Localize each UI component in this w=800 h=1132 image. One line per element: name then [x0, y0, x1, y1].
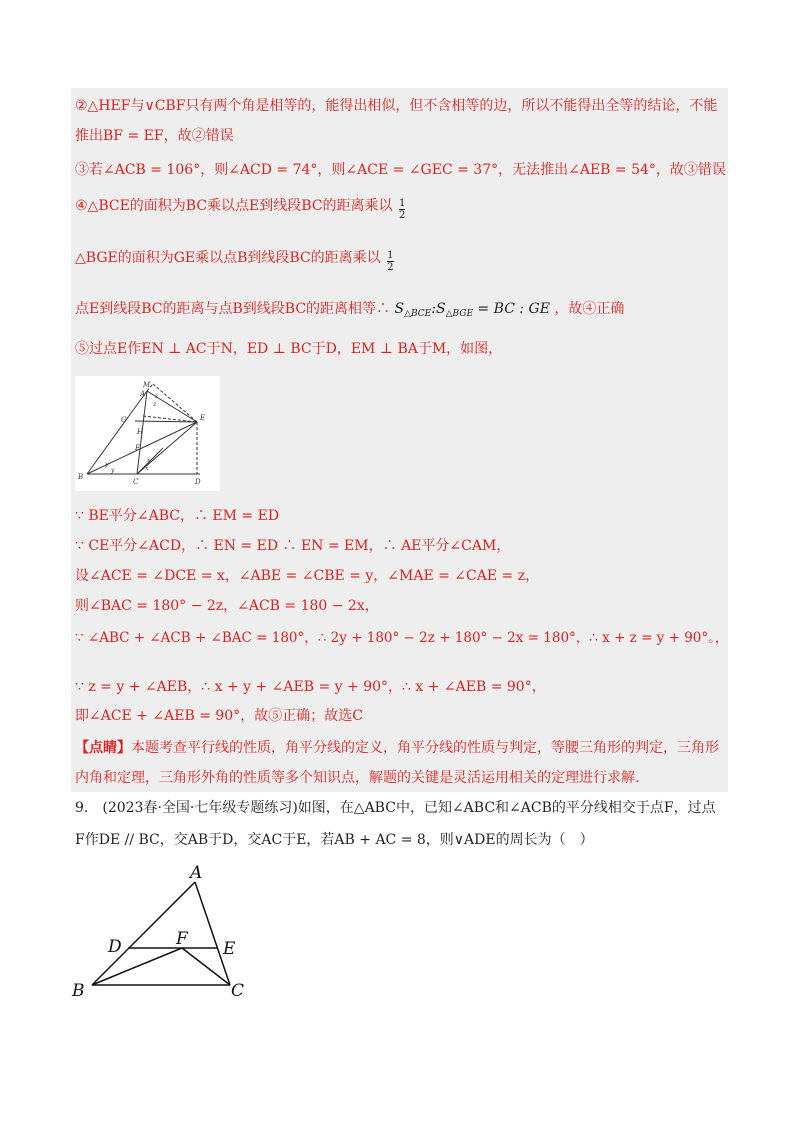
fig1-label-z2: z [153, 401, 157, 408]
solution-line-7: ∵ CE平分∠ACD，∴ EN = ED ∴ EN = EM，∴ AE平分∠CAM， [75, 538, 511, 554]
solution-line-8: 设∠ACE = ∠DCE = x，∠ABE = ∠CBE = y，∠MAE = ∠CAE = z， [75, 568, 540, 584]
area-post: = BC : GE [473, 301, 550, 317]
area-sub1: △BCE [404, 309, 432, 319]
fig1-label-F: F [135, 444, 140, 452]
fig1-label-x1: x [145, 465, 149, 472]
tip-line-a [75, 738, 719, 758]
fraction-denominator: 2 [399, 210, 406, 221]
fig1-label-H: H [137, 428, 144, 436]
fig2-label-D: D [108, 937, 122, 957]
fig1-label-G: G [121, 416, 127, 424]
figure-2-svg [70, 860, 260, 1005]
solution-line-10: ∵ ∠ABC + ∠ACB + ∠BAC = 180°，∴ 2y + 180° − 2z + 180° − 2x = 180°，∴ x + z = y + 90°。， [75, 630, 729, 646]
fig1-label-B: B [78, 473, 84, 481]
solution-line-11: ∵ z = y + ∠AEB，∴ x + y + ∠AEB = y + 90°，∴ x + ∠AEB = 90°， [75, 679, 546, 695]
solution-line-3: ③若∠ACB = 106°，则∠ACD = 74°，则∠ACE = ∠GEC = 37°，无法推出∠AEB = 54°，故③错误 [75, 162, 726, 178]
fig1-label-A: A [140, 390, 146, 398]
fig2-label-E: E [223, 939, 236, 959]
area-ratio [394, 301, 549, 317]
tip-heading: 【点睛】 [75, 740, 131, 756]
fig2-label-A: A [190, 863, 203, 883]
solution-line-4a [75, 196, 405, 221]
fig1-label-y1: y [105, 461, 109, 468]
figure-1-svg [75, 376, 220, 491]
tip-text-a: 本题考查平行线的性质，角平分线的定义，角平分线的性质与判定，等腰三角形的判定，三角形 [131, 740, 719, 756]
fig2-label-B: B [72, 981, 85, 1001]
figure-1 [75, 376, 220, 491]
fraction-denominator-2: 2 [387, 262, 394, 273]
fraction-numerator: 1 [399, 198, 406, 209]
solution-line-5: ⑤过点E作EN ⊥ AC于N，ED ⊥ BC于D，EM ⊥ BA于M，如图， [75, 341, 503, 357]
fig1-label-E: E [200, 414, 206, 422]
area-sub2: △BGE [445, 309, 474, 319]
solution-line-4c-end: ，故④正确 [554, 301, 625, 317]
fig1-label-D: D [195, 478, 201, 486]
solution-line-4c-text: 点E到线段BC的距离与点B到线段BC的距离相等∴ [75, 301, 391, 317]
fig1-label-M: M [143, 381, 151, 389]
fig1-label-x2: x [147, 457, 151, 464]
question9-line1: 9. (2023春·全国·七年级专题练习)如图，在△ABC中，已知∠ABC和∠ACB的平分线相交于点F，过点 [75, 800, 716, 816]
fig1-label-z1: z [155, 393, 159, 400]
solution-line-4b [75, 248, 394, 273]
solution-line-12: 即∠ACE + ∠AEB = 90°，故⑤正确；故选C [75, 708, 363, 724]
tip-line-b: 内角和定理，三角形外角的性质等多个知识点，解题的关键是灵活运用相关的定理进行求解. [75, 770, 640, 786]
area-s1: S [394, 301, 405, 317]
solution-line-4c [75, 299, 624, 324]
solution-line-2a: ②△HEF与∨CBF只有两个角是相等的，能得出相似，但不含相等的边，所以不能得出全等的结论，不能 [75, 98, 718, 114]
solution-line-2b: 推出BF = EF，故②错误 [75, 128, 234, 144]
fraction-numerator-2: 1 [387, 250, 394, 261]
solution-line-4b-text: △BGE的面积为GE乘以点B到线段BC的距离乘以 [75, 250, 381, 266]
fig1-label-C: C [133, 478, 139, 486]
fig2-label-F: F [176, 929, 188, 949]
figure-2 [70, 860, 260, 1005]
fraction-half [399, 198, 405, 221]
fig1-label-y2: y [111, 467, 115, 474]
question9-line2: F作DE // BC，交AB于D，交AC于E，若AB + AC = 8，则∨ADE的周长为（ ） [75, 832, 594, 848]
solution-line-6: ∵ BE平分∠ABC，∴ EM = ED [75, 508, 280, 524]
area-mid: :S [431, 301, 446, 317]
solution-line-9: 则∠BAC = 180° − 2z，∠ACB = 180 − 2x， [75, 598, 379, 614]
fig2-label-C: C [231, 981, 245, 1001]
solution-line-4a-text: ④△BCE的面积为BC乘以点E到线段BC的距离乘以 [75, 198, 393, 214]
fraction-half-2 [387, 250, 393, 273]
